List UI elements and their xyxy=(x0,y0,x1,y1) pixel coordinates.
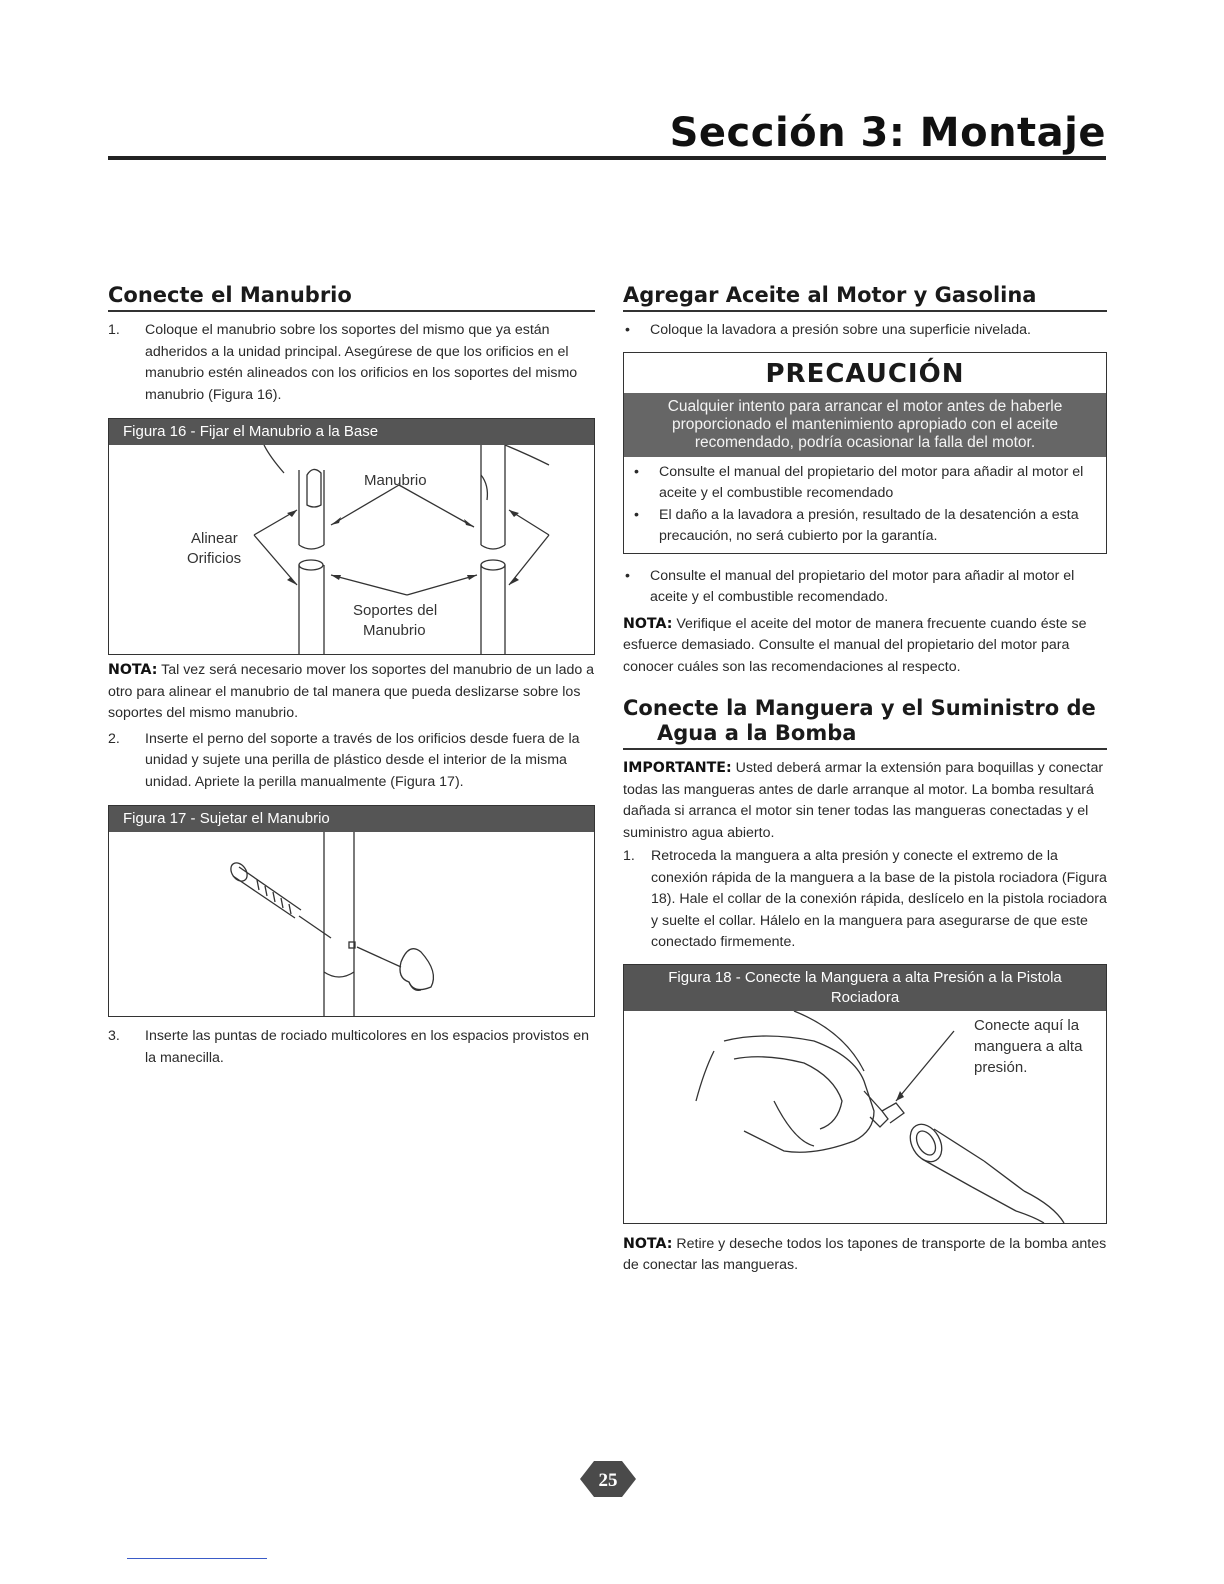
steps-list-2 xyxy=(108,729,595,794)
figure-18-title xyxy=(624,965,1106,1011)
label-soportes: Soportes del xyxy=(353,602,438,619)
figure-18-illustration xyxy=(624,1011,1106,1223)
importante xyxy=(623,758,1107,844)
step-1 xyxy=(108,320,595,406)
step-text: Coloque el manubrio sobre los soportes del mismo que ya están adheridos a la unidad principal. Asegúrese de que los orificios en el manubrio estén alineados con los orificios en los soportes del mismo manubrio (Figura 16). xyxy=(145,322,578,403)
nota-text: Tal vez será necesario mover los soportes del manubrio de un lado a otro para alinear el manubrio de tal manera que pueda deslizarse sobre los soportes del mismo manubrio. xyxy=(108,662,595,721)
nota-lead: NOTA: xyxy=(108,662,158,678)
bullet-item xyxy=(623,566,1107,609)
figure-16-illustration xyxy=(109,445,594,654)
steps-list-1 xyxy=(108,320,595,406)
bullet-text: Coloque la lavadora a presión sobre una superficie nivelada. xyxy=(650,322,1031,338)
bullet-list-after xyxy=(623,566,1107,609)
bolt-knob-drawing xyxy=(109,832,594,1016)
section-title: Sección 3: Montaje xyxy=(669,110,1106,156)
nota-text: Retire y deseche todos los tapones de transporte de la bomba antes de conectar las mangueras. xyxy=(623,1235,1107,1273)
caution-title: PRECAUCIÓN xyxy=(765,358,965,389)
step-2 xyxy=(108,729,595,794)
figure-17 xyxy=(108,805,595,1017)
bullet-text: Consulte el manual del propietario del motor para añadir al motor el aceite y el combustible recomendado. xyxy=(650,567,1075,605)
label-alinear: Alinear xyxy=(191,530,238,547)
step-text: Inserte las puntas de rociado multicolores en los espacios provistos en la manecilla. xyxy=(145,1028,589,1066)
bullet-glyph: • xyxy=(634,463,639,480)
steps-list-3 xyxy=(108,1026,595,1069)
bullet-item xyxy=(623,320,1107,342)
nota-lead: NOTA: xyxy=(623,1235,673,1252)
figure-18-title-line-2: Rociadora xyxy=(830,988,900,1006)
heading-agregar-aceite: Agregar Aceite al Motor y Gasolina xyxy=(623,283,1107,312)
bullet-glyph: • xyxy=(625,567,630,584)
footer-line xyxy=(127,1558,267,1559)
heading-conecte-manubrio: Conecte el Manubrio xyxy=(108,283,595,312)
step-text: Inserte el perno del soporte a través de los orificios desde fuera de la unidad y sujete una perilla de plástico desde el interior de la misma unidad. Apriete la perilla manualmente (Figura 17). xyxy=(145,730,580,790)
heading-conecte-manguera xyxy=(623,696,1107,750)
step-number: 1. xyxy=(623,848,635,864)
step-text: Retroceda la manguera a alta presión y conecte el extremo de la conexión rápida de la manguera a la base de la pistola rociadora (Figura 18). Hale el collar de la conexión rápida, deslícelo en la pistola rociadora y suelte el collar. Hálelo en la manguera para asegurarse de que este conectado firmemente. xyxy=(651,848,1107,950)
step-number: 1. xyxy=(108,322,120,338)
label-conecte-aqui: Conecte aquí la xyxy=(974,1016,1080,1034)
heading-line-1: Conecte la Manguera y el Suministro de xyxy=(623,696,1096,720)
label-manubrio: Manubrio xyxy=(364,472,427,489)
handle-bracket-drawing xyxy=(109,445,594,654)
bullet-glyph: • xyxy=(634,506,639,523)
step-3 xyxy=(108,1026,595,1069)
step-number: 2. xyxy=(108,730,120,747)
caution-item xyxy=(632,505,1100,548)
importante-lead: IMPORTANTE: xyxy=(623,760,732,776)
left-column xyxy=(108,283,595,1069)
nota-2 xyxy=(623,614,1107,679)
figure-16 xyxy=(108,418,595,655)
caution-box xyxy=(623,352,1107,554)
right-column xyxy=(623,283,1107,1277)
figure-17-illustration xyxy=(109,832,594,1016)
steps-list-right xyxy=(623,846,1107,954)
nota-text: Verifique el aceite del motor de manera frecuente cuando éste se esfuerce demasiado. Consulte el manual del propietario del motor para conocer cuáles son las recomendaciones al respecto. xyxy=(623,615,1087,675)
figure-18 xyxy=(623,964,1107,1224)
nota-3 xyxy=(623,1234,1107,1277)
figure-18-title-line-1: Figura 18 - Conecte la Manguera a alta Presión a la Pistola xyxy=(668,968,1062,986)
caution-item-text: El daño a la lavadora a presión, resultado de la desatención a esta precaución, no será cubierto por la garantía. xyxy=(659,506,1079,544)
header-rule xyxy=(108,156,1106,160)
label-orificios: Orificios xyxy=(187,550,242,567)
step-1-right xyxy=(623,846,1107,954)
caution-banner: Cualquier intento para arrancar el motor antes de haberle proporcionado el mantenimiento apropiado con el aceite recomendado, podría ocasionar la falla del motor. xyxy=(624,393,1106,457)
page-header xyxy=(108,108,1106,158)
nota-1 xyxy=(108,660,595,725)
label-soportes-2: Manubrio xyxy=(363,622,426,639)
label-presion: presión. xyxy=(974,1058,1028,1076)
label-manguera-alta: manguera a alta xyxy=(974,1037,1083,1055)
caution-item xyxy=(632,462,1100,505)
figure-17-title: Figura 17 - Sujetar el Manubrio xyxy=(109,806,594,832)
bullet-list-intro xyxy=(623,320,1107,342)
page-number: 25 xyxy=(598,1470,618,1491)
importante-text: Usted deberá armar la extensión para boquillas y conectar todas las mangueras antes de darle arranque al motor. La bomba resultará dañada si arranca el motor sin tener todas las mangueras conectadas y el suministro agua abierto. xyxy=(623,760,1104,841)
heading-line-2: Agua a la Bomba xyxy=(657,721,857,745)
nota-lead: NOTA: xyxy=(623,615,673,632)
caution-list xyxy=(624,457,1106,553)
caution-item-text: Consulte el manual del propietario del motor para añadir al motor el aceite y el combustible recomendado xyxy=(659,463,1084,501)
page-number-badge xyxy=(580,1457,636,1501)
step-number: 3. xyxy=(108,1028,120,1044)
bullet-glyph: • xyxy=(625,322,630,338)
figure-16-title: Figura 16 - Fijar el Manubrio a la Base xyxy=(109,419,594,445)
